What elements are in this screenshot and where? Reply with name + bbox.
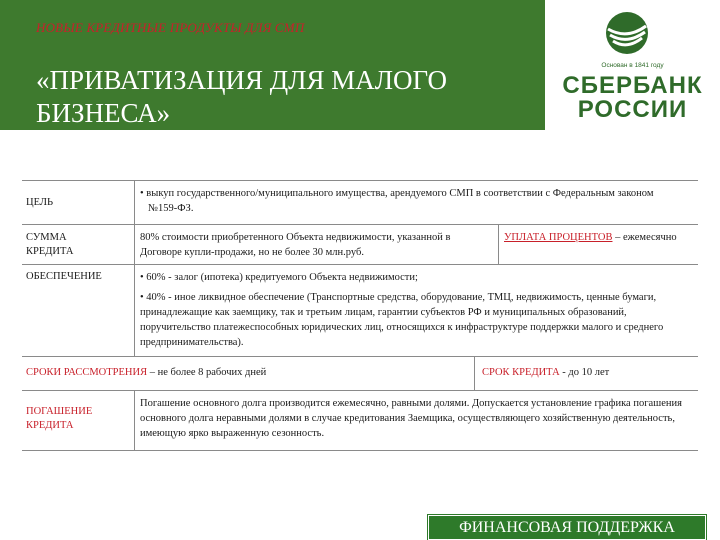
- table-divider: [498, 224, 499, 264]
- interest-block: [504, 230, 694, 245]
- amount-text: 80% стоимости приобретенного Объекта недвижимости, указанной в Договоре купли-продажи, но не более 30 млн.руб.: [140, 232, 451, 258]
- table-divider: [22, 390, 698, 391]
- amount-label-line2: КРЕДИТА: [26, 246, 74, 257]
- review-value: – не более 8 рабочих дней: [149, 367, 267, 378]
- loan-term-block: [482, 365, 692, 380]
- table-divider: [22, 264, 698, 265]
- table-divider: [22, 180, 698, 181]
- interest-label: УПЛАТА ПРОЦЕНТОВ: [504, 232, 613, 243]
- review-block: [26, 365, 466, 380]
- table-divider: [22, 356, 698, 357]
- table-divider: [134, 390, 135, 450]
- table-divider: [474, 356, 475, 390]
- logo-name-line1: СБЕРБАНК: [562, 72, 703, 99]
- table-divider: [22, 224, 698, 225]
- goal-text: • выкуп государственного/муниципального имущества, арендуемого СМП в соответствии с Федеральным законом №159-ФЗ.: [140, 188, 654, 214]
- repayment-text: Погашение основного долга производится ежемесячно, равными долями. Допускается установление графика погашения основного долга неравными долями в случае кредитования Заемщика, осуществляющего хозяйственную деятельность, имеющую ярко выраженную сезонность.: [140, 398, 682, 439]
- repayment-label-line2: КРЕДИТА: [26, 420, 74, 431]
- sberbank-emblem-icon: [598, 10, 656, 56]
- table-divider: [134, 180, 135, 356]
- amount-label-line1: СУММА: [26, 232, 67, 243]
- goal-label: ЦЕЛЬ: [26, 197, 54, 208]
- interest-value: – ежемесячно: [615, 232, 677, 243]
- loan-term-label: СРОК КРЕДИТА: [482, 367, 560, 378]
- header-subtitle: НОВЫЕ КРЕДИТНЫЕ ПРОДУКТЫ ДЛЯ СМП: [36, 20, 305, 35]
- logo-established: Основан в 1841 году: [601, 62, 664, 69]
- review-label: СРОКИ РАССМОТРЕНИЯ: [26, 367, 148, 378]
- collateral-point-2: • 40% - иное ликвидное обеспечение (Транспортные средства, оборудование, ТМЦ, недвижимость, ценные бумаги, принадлежащие как заемщику, так и третьим лицам, гарантии субъектов РФ и муниципальных образований, поручительство платежеспособных юридических лиц, относящихся к инфраструктуре поддержки малого и среднего предпринимательства).: [140, 292, 664, 348]
- collateral-point-1: • 60% - залог (ипотека) кредитуемого Объекта недвижимости;: [140, 272, 418, 283]
- repayment-label-line1: ПОГАШЕНИЕ: [26, 406, 93, 417]
- financial-support-badge: ФИНАНСОВАЯ ПОДДЕРЖКА: [428, 515, 706, 540]
- loan-term-value: - до 10 лет: [562, 367, 610, 378]
- logo-name-line2: РОССИИ: [577, 96, 688, 123]
- collateral-label: ОБЕСПЕЧЕНИЕ: [26, 271, 102, 282]
- sberbank-logo: [545, 0, 720, 130]
- table-divider: [22, 450, 698, 451]
- page-title: «ПРИВАТИЗАЦИЯ ДЛЯ МАЛОГО БИЗНЕСА»: [36, 65, 447, 128]
